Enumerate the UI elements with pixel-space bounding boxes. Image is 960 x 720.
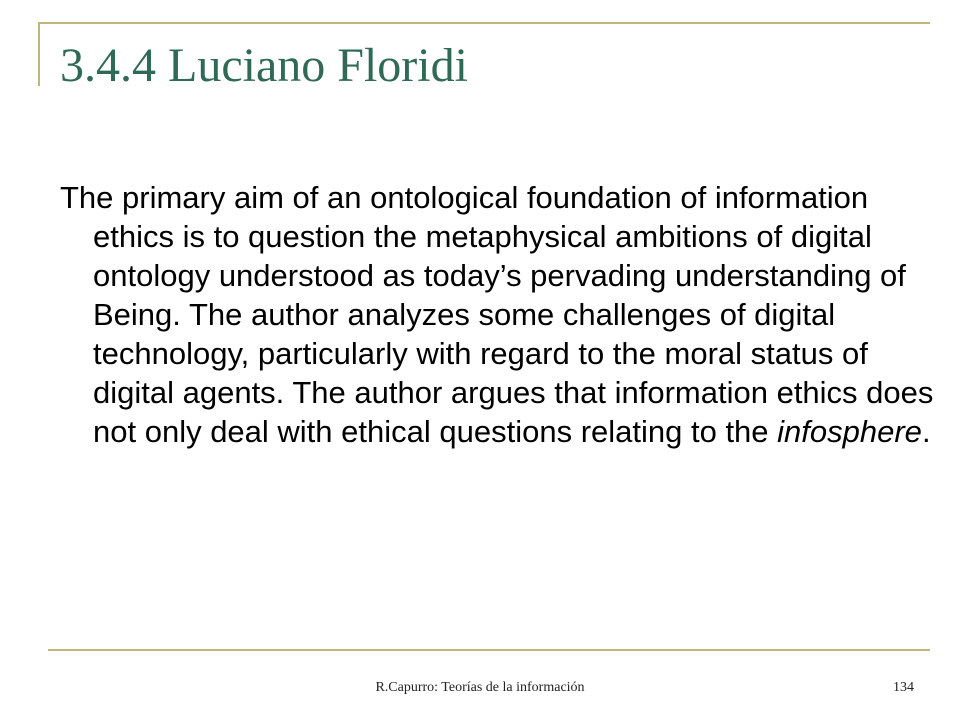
- page-number: 134: [893, 680, 914, 695]
- left-divider: [38, 22, 40, 86]
- body-text-end: .: [921, 414, 931, 449]
- top-divider: [38, 22, 930, 24]
- bottom-divider: [48, 649, 930, 651]
- body-text-main: The primary aim of an ontological foundation of information ethics is to question the metaphysical ambitions of digital ontology understood as today’s pervading understanding of Being. The author analyzes some challenges of digital technology, particularly with regard to the moral status of digital agents. The author argues that information ethics does not only deal with ethical questions relating to the: [60, 180, 934, 449]
- footer-title: R.Capurro: Teorías de la información: [375, 680, 585, 695]
- slide-body-text: [60, 178, 943, 451]
- body-text-emphasis: infosphere: [777, 414, 922, 449]
- slide-title: 3.4.4 Luciano Floridi: [60, 39, 468, 92]
